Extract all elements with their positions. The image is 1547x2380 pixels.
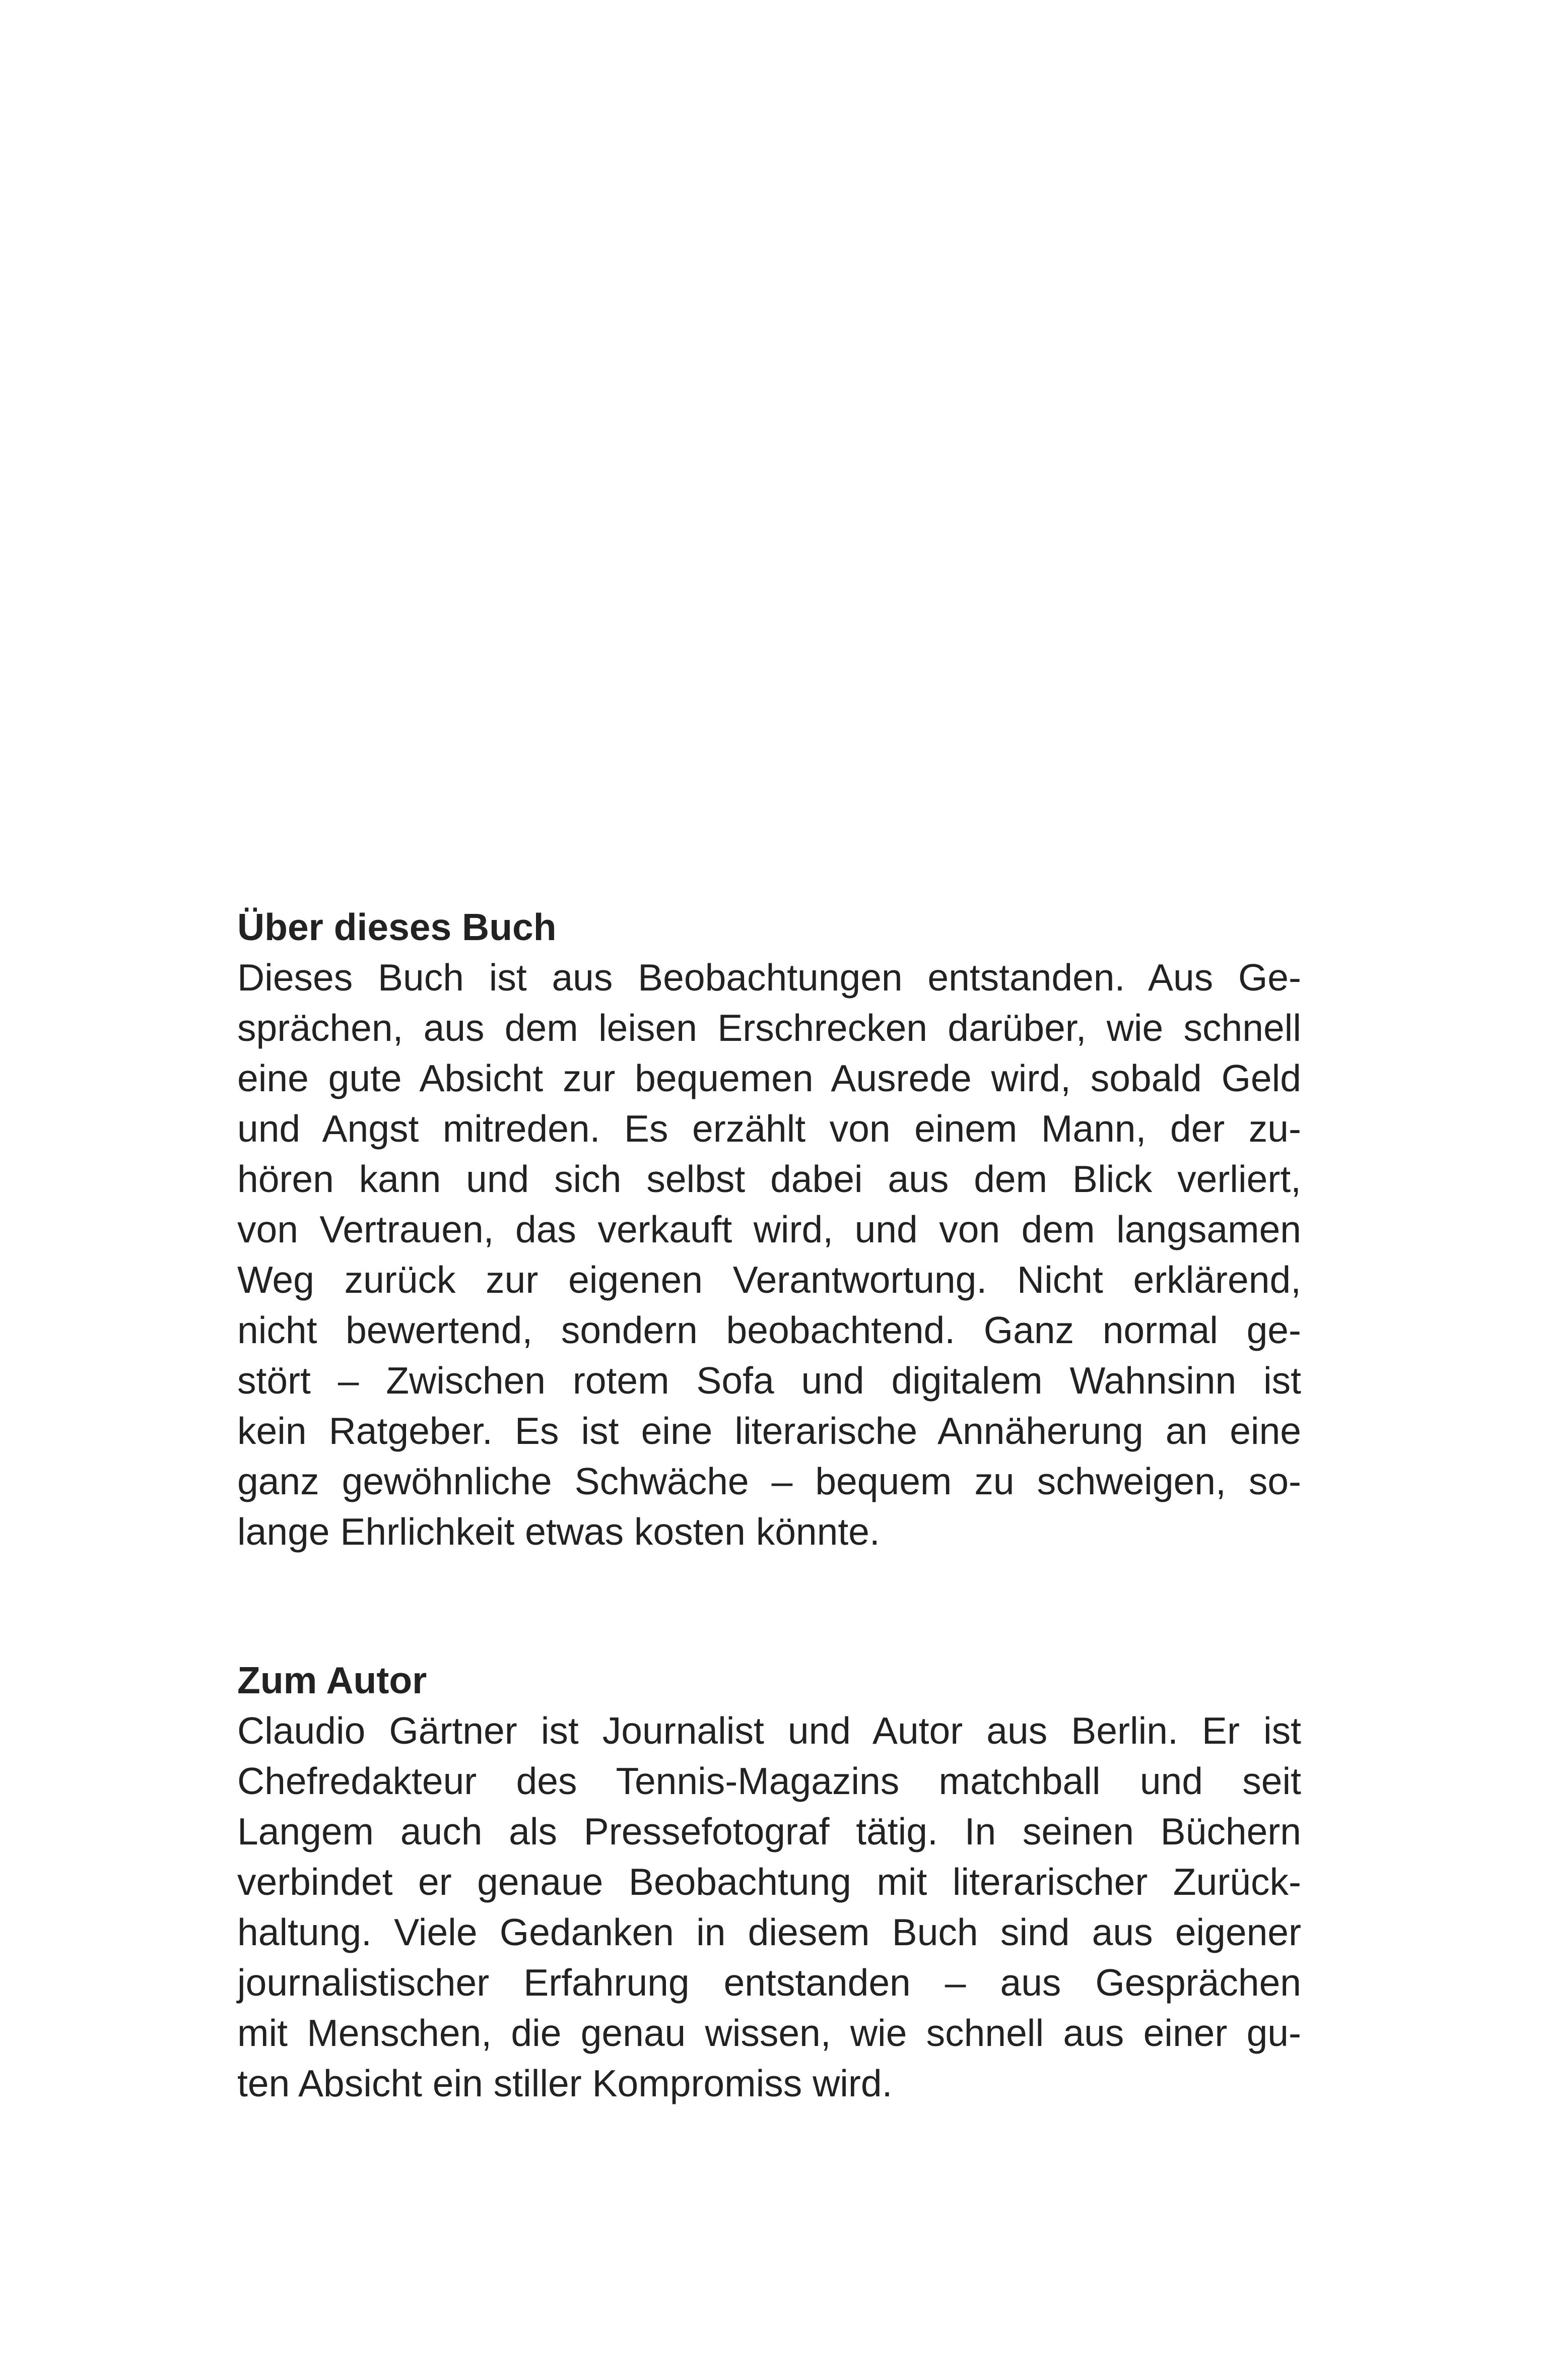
about-book-line: eine gute Absicht zur bequemen Ausrede wird, sobald Geld bbox=[237, 1057, 1301, 1099]
about-author-section bbox=[237, 1655, 1301, 2108]
about-book-line: lange Ehrlichkeit etwas kosten könnte. bbox=[237, 1510, 880, 1553]
about-book-line: von Vertrauen, das verkauft wird, und von dem langsamen bbox=[237, 1208, 1301, 1250]
about-author-line: haltung. Viele Gedanken in diesem Buch sind aus eigener bbox=[237, 1911, 1301, 1953]
about-book-heading: Über dieses Buch bbox=[237, 906, 557, 948]
about-author-line: mit Menschen, die genau wissen, wie schnell aus einer gu- bbox=[237, 2012, 1301, 2054]
about-author-heading: Zum Autor bbox=[237, 1659, 427, 1701]
about-author-line: journalistischer Erfahrung entstanden – aus Gesprächen bbox=[237, 1961, 1301, 2004]
about-book-line: ganz gewöhnliche Schwäche – bequem zu schweigen, so- bbox=[237, 1460, 1301, 1502]
about-book-line: hören kann und sich selbst dabei aus dem Blick verliert, bbox=[237, 1158, 1301, 1200]
about-book-line: sprächen, aus dem leisen Erschrecken darüber, wie schnell bbox=[237, 1007, 1301, 1049]
about-book-line: nicht bewertend, sondern beobachtend. Ganz normal ge- bbox=[237, 1309, 1301, 1351]
about-author-line: Chefredakteur des Tennis-Magazins matchball und seit bbox=[237, 1760, 1301, 1802]
about-author-line: Langem auch als Pressefotograf tätig. In seinen Büchern bbox=[237, 1810, 1301, 1853]
about-author-line: Claudio Gärtner ist Journalist und Autor aus Berlin. Er ist bbox=[237, 1709, 1301, 1752]
about-author-line: verbindet er genaue Beobachtung mit literarischer Zurück- bbox=[237, 1861, 1301, 1903]
about-book-line: und Angst mitreden. Es erzählt von einem Mann, der zu- bbox=[237, 1107, 1301, 1150]
about-book-line: stört – Zwischen rotem Sofa und digitalem Wahnsinn ist bbox=[237, 1359, 1301, 1402]
about-book-line: Dieses Buch ist aus Beobachtungen entstanden. Aus Ge- bbox=[237, 956, 1301, 999]
about-book-line: Weg zurück zur eigenen Verantwortung. Nicht erklärend, bbox=[237, 1259, 1301, 1301]
about-author-line: ten Absicht ein stiller Kompromiss wird. bbox=[237, 2062, 893, 2104]
about-book-line: kein Ratgeber. Es ist eine literarische Annäherung an eine bbox=[237, 1410, 1301, 1452]
about-book-section bbox=[237, 902, 1301, 1557]
